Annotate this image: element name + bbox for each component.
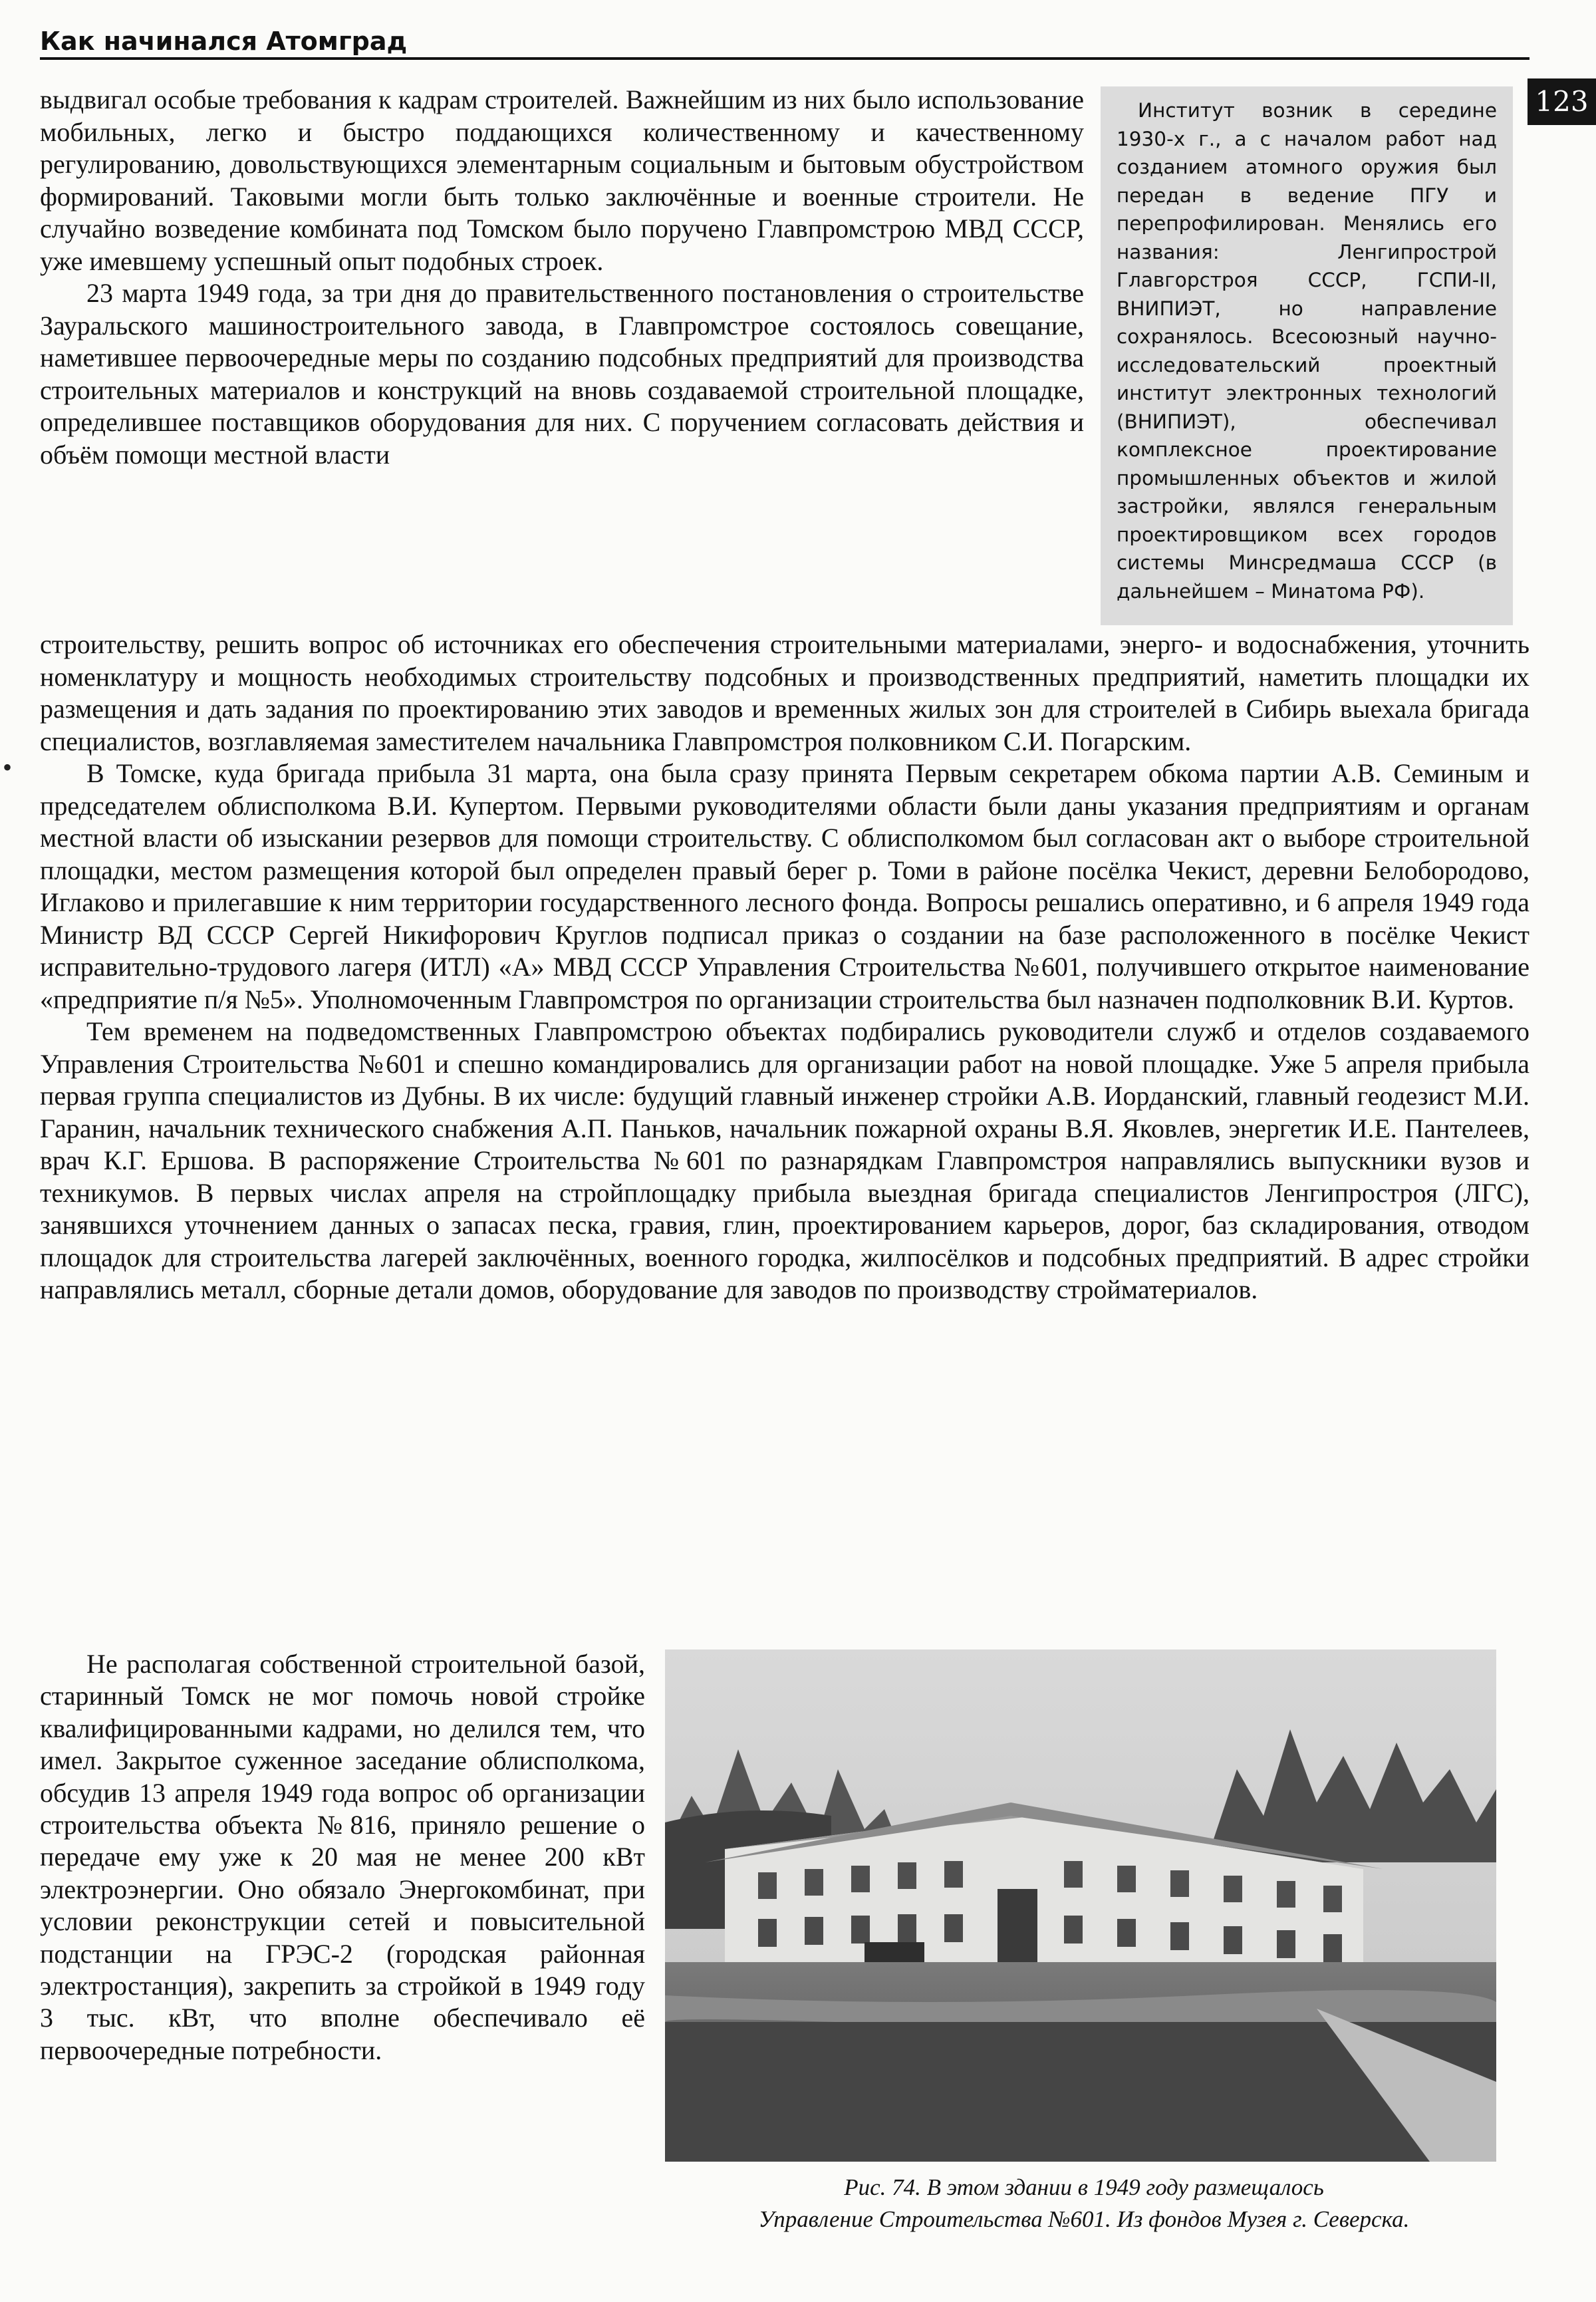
paragraph: 23 марта 1949 года, за три дня до правительственного постановления о строительстве Зауральского машиностроительного завода, в Главпромстрое состоялось совещание, наметившее первоочередные меры по созданию подсобных предприятий для производства строительных материалов и конструкций на вновь создаваемой строительной площадке, определившее поставщиков оборудования для них. С поручением согласовать действия и объём помощи местной власти: [40, 278, 1084, 470]
figure-caption: [685, 2172, 1483, 2235]
header-rule: [40, 57, 1530, 60]
building-photo: [665, 1650, 1496, 2162]
sidebar-text: Институт возник в середине 1930-х г., а с началом работ над созданием атомного оружия был передан в ведение ПГУ и перепрофилирован. Менялись его названия: Ленгипрострой Главгорстроя СССР, ГСПИ-II, ВНИПИЭТ, но направление сохранялось. Всесоюзный научно-исследовательский проектный институт электронных технологий (ВНИПИЭТ), обеспечивал комплексное проектирование промышленных объектов и жилой застройки, являлся генеральным проектировщиком всех городов системы Минсредмаша СССР (в дальнейшем – Минатома РФ).: [1117, 99, 1497, 603]
page-number: 123: [1528, 78, 1596, 125]
paragraph: Не располагая собственной строительной базой, старинный Томск не мог помочь новой стройке квалифицированными кадрами, но делился тем, что имел. Закрытое суженное заседание облисполкома, обсудив 13 апреля 1949 года вопрос об организации строительства объекта №816, приняло решение о передаче ему уже к 20 мая не менее 200 кВт электроэнергии. Оно обязало Энергокомбинат, при условии реконструкции сетей и повысительной подстанции на ГРЭС-2 (городская районная электростанция), закрепить за стройкой в 1949 году 3 тыс. кВт, что вполне обеспечивало её первоочередные потребности.: [40, 1649, 645, 2065]
running-header: [40, 12, 1530, 60]
paragraph: Тем временем на подведомственных Главпромстрою объектах подбирались руководители служб и отделов создаваемого Управления Строительства №601 и спешно командировались для организации работ на новой площадке. Уже 5 апреля прибыла первая группа специалистов из Дубны. В их числе: будущий главный инженер стройки А.В. Иорданский, главный геодезист М.И. Гаранин, начальник технического снабжения А.П. Паньков, начальник пожарной охраны В.Я. Яковлев, энергетик И.Е. Пантелеев, врач К.Г. Ершова. В распоряжение Строительства №601 по разнарядкам Главпромстроя направлялись выпускники вузов и техникумов. В первых числах апреля на стройплощадку прибыла выездная бригада специалистов Ленгипростроя (ЛГС), занявшихся уточнением данных о запасах песка, гравия, глин, проектированием карьеров, дорог, баз складирования, отводом площадок для строительства лагерей заключённых, военного городка, жилпосёлков и подсобных предприятий. В адрес стройки направлялись металл, сборные детали домов, оборудование для заводов по производству стройматериалов.: [40, 1016, 1530, 1304]
caption-line: Рис. 74. В этом здании в 1949 году размещалось: [844, 2174, 1324, 2200]
paragraph: В Томске, куда бригада прибыла 31 марта, она была сразу принята Первым секретарем обкома партии А.В. Семиным и председателем облисполкома В.И. Купертом. Первыми руководителями области были даны указания предприятиям и органам местной власти об изыскании резервов для помощи строительству. С облисполкомом был согласован акт о выборе строительной площадки, местом размещения которой был определен правый берег р. Томи в районе посёлка Чекист, деревни Белобородово, Иглаково и прилегавшие к ним территории государственного лесного фонда. Вопросы решались оперативно, и 6 апреля 1949 года Министр ВД СССР Сергей Никифорович Круглов подписал приказ о создании на базе расположенного в посёлке Чекист исправительно-трудового лагеря (ИТЛ) «А» МВД СССР Управления Строительства №601, получившего открытое наименование «предприятие п/я №5». Уполномоченным Главпромстроя по организации строительства был назначен подполковник В.И. Куртов.: [40, 758, 1530, 1014]
building-photo-image: [665, 1650, 1496, 2162]
caption-line: Управление Строительства №601. Из фондов Музея г. Северска.: [758, 2206, 1410, 2232]
left-column-text: [40, 1648, 645, 2067]
main-text-upper: [40, 84, 1084, 471]
sidebar-note: [1101, 86, 1513, 625]
figure: [665, 1650, 1496, 2288]
main-text-lower: [40, 629, 1530, 1306]
paragraph: выдвигал особые требования к кадрам строителей. Важнейшим из них было использование мобильных, легко и быстро поддающихся количественному и качественному регулированию, довольствующихся элементарным социальным и бытовым обустройством формирований. Таковыми могли быть только заключённые и военные строители. Не случайно возведение комбината под Томском было поручено Главпромстрою МВД СССР, уже имевшему успешный опыт подобных строек.: [40, 84, 1084, 276]
header-title: Как начинался Атомград: [40, 27, 408, 56]
margin-bullet: •: [3, 752, 13, 782]
paragraph: строительству, решить вопрос об источниках его обеспечения строительными материалами, энерго- и водоснабжения, уточнить номенклатуру и мощность необходимых строительству подсобных и производственных предприятий, наметить площадки их размещения и дать задания по проектированию этих заводов и временных жилых зон для строителей в Сибирь выехала бригада специалистов, возглавляемая заместителем начальника Главпромстроя полковником С.И. Погарским.: [40, 629, 1530, 756]
